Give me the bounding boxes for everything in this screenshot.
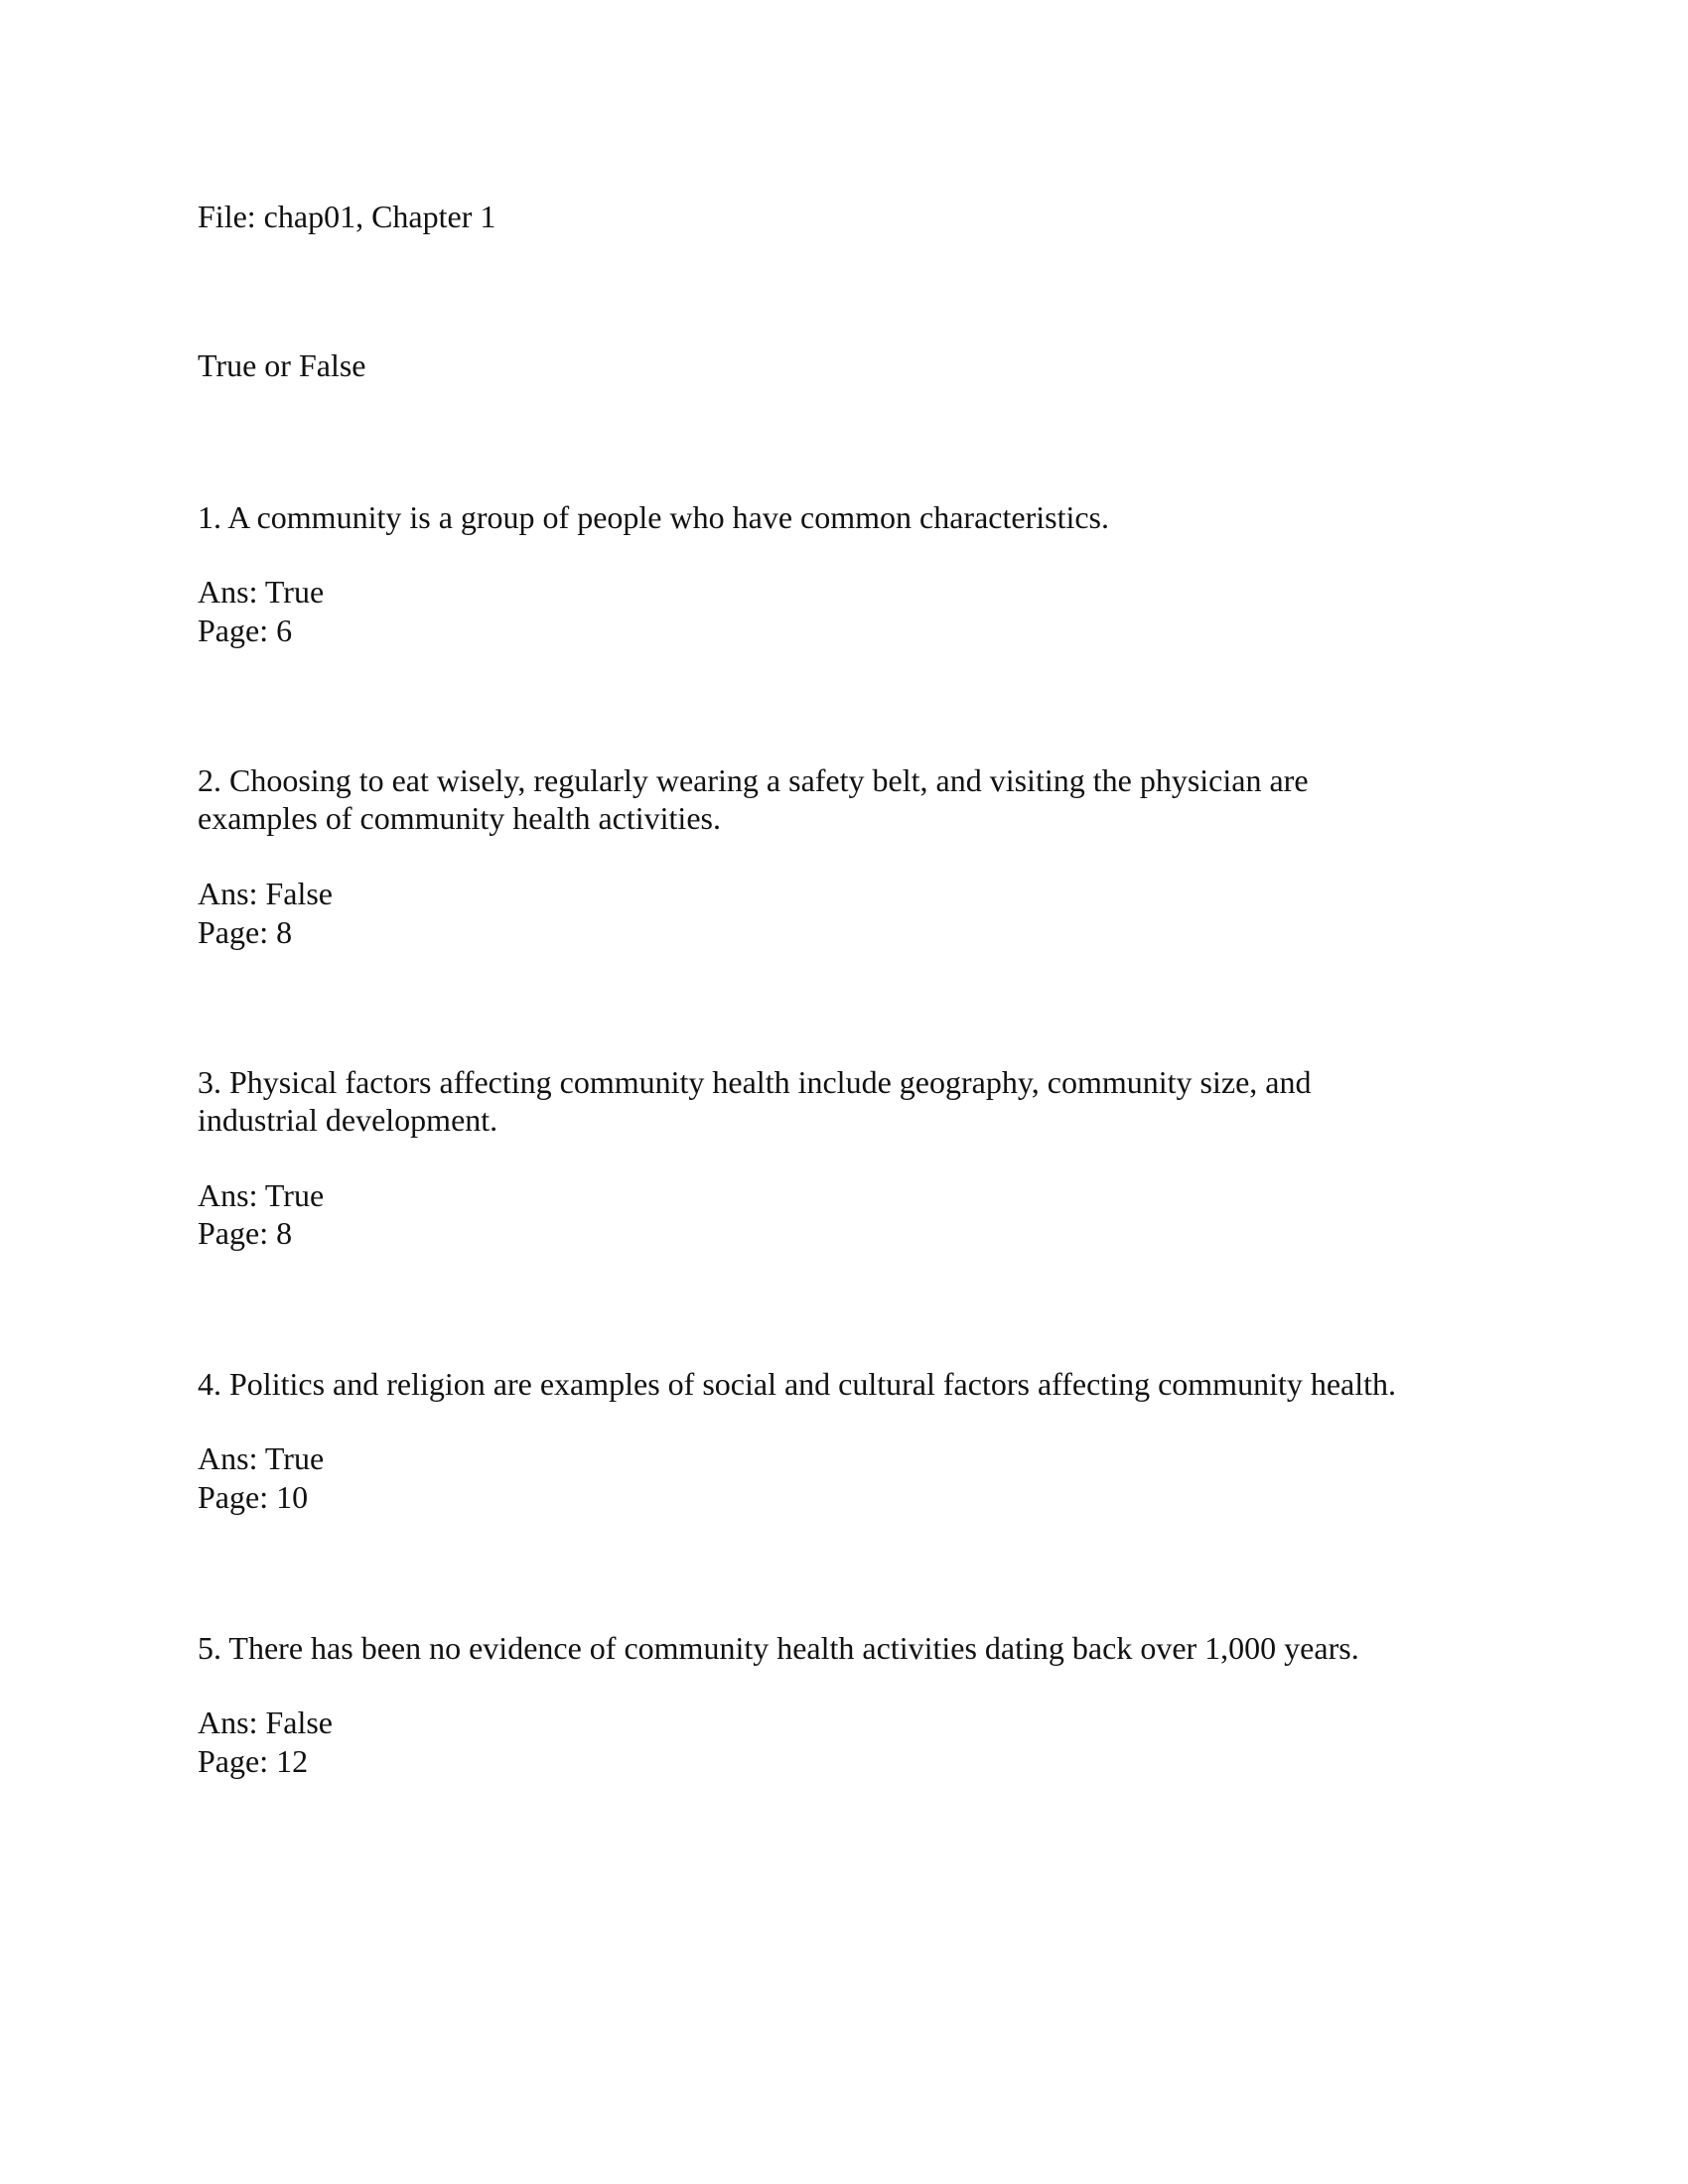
page-ref: Page: 12 <box>198 1743 309 1779</box>
answer: Ans: True <box>198 1440 325 1476</box>
page-ref: Page: 10 <box>198 1479 309 1515</box>
question-text: 3. Physical factors affecting community health include geography, community size, and <box>198 1064 1312 1100</box>
page-ref: Page: 8 <box>198 1215 293 1251</box>
page-ref: Page: 6 <box>198 613 293 648</box>
answer: Ans: True <box>198 574 325 610</box>
answer: Ans: True <box>198 1177 325 1213</box>
page-ref: Page: 8 <box>198 914 293 950</box>
question-text: 2. Choosing to eat wisely, regularly wearing a safety belt, and visiting the physician are <box>198 762 1309 798</box>
section-title: True or False <box>198 347 366 383</box>
answer: Ans: False <box>198 876 333 911</box>
question-text: 4. Politics and religion are examples of social and cultural factors affecting community health. <box>198 1366 1397 1402</box>
answer: Ans: False <box>198 1705 333 1740</box>
question-text: industrial development. <box>198 1102 498 1138</box>
question-text: 1. A community is a group of people who have common characteristics. <box>198 499 1109 535</box>
file-header: File: chap01, Chapter 1 <box>198 199 496 234</box>
question-text: 5. There has been no evidence of community health activities dating back over 1,000 years. <box>198 1630 1359 1666</box>
question-text: examples of community health activities. <box>198 800 721 836</box>
